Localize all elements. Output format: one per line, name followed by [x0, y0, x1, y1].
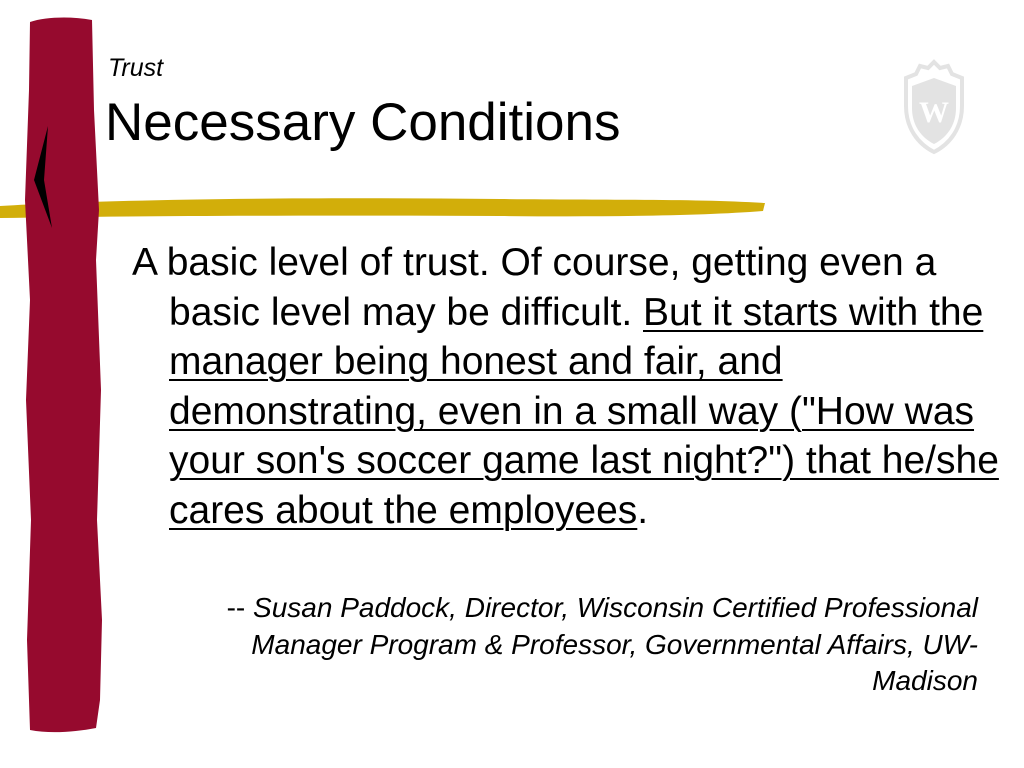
body-lead: A basic level of trust. Of course, getting even a basic level may be difficult. — [132, 241, 937, 334]
gold-horizontal-bar — [0, 198, 765, 218]
university-crest-icon — [900, 56, 968, 156]
body-end: . — [637, 488, 649, 532]
slide-title: Necessary Conditions — [105, 93, 621, 152]
body-underlined: But it starts with the manager being honest and fair, and demonstrating, even in a small way ("How was your son's soccer game last night?") that he/she cares about the employees — [169, 290, 999, 532]
slide-kicker: Trust — [108, 54, 164, 82]
slide-body — [132, 238, 1009, 535]
attribution-text: Susan Paddock, Director, Wisconsin Certified Professional Manager Program & Professor, Governmental Affairs, UW-Madison — [251, 592, 978, 696]
red-vertical-post — [25, 18, 102, 733]
crest-letter: W — [919, 96, 949, 129]
attribution-dash: -- — [226, 592, 254, 623]
quote-attribution — [218, 590, 978, 700]
